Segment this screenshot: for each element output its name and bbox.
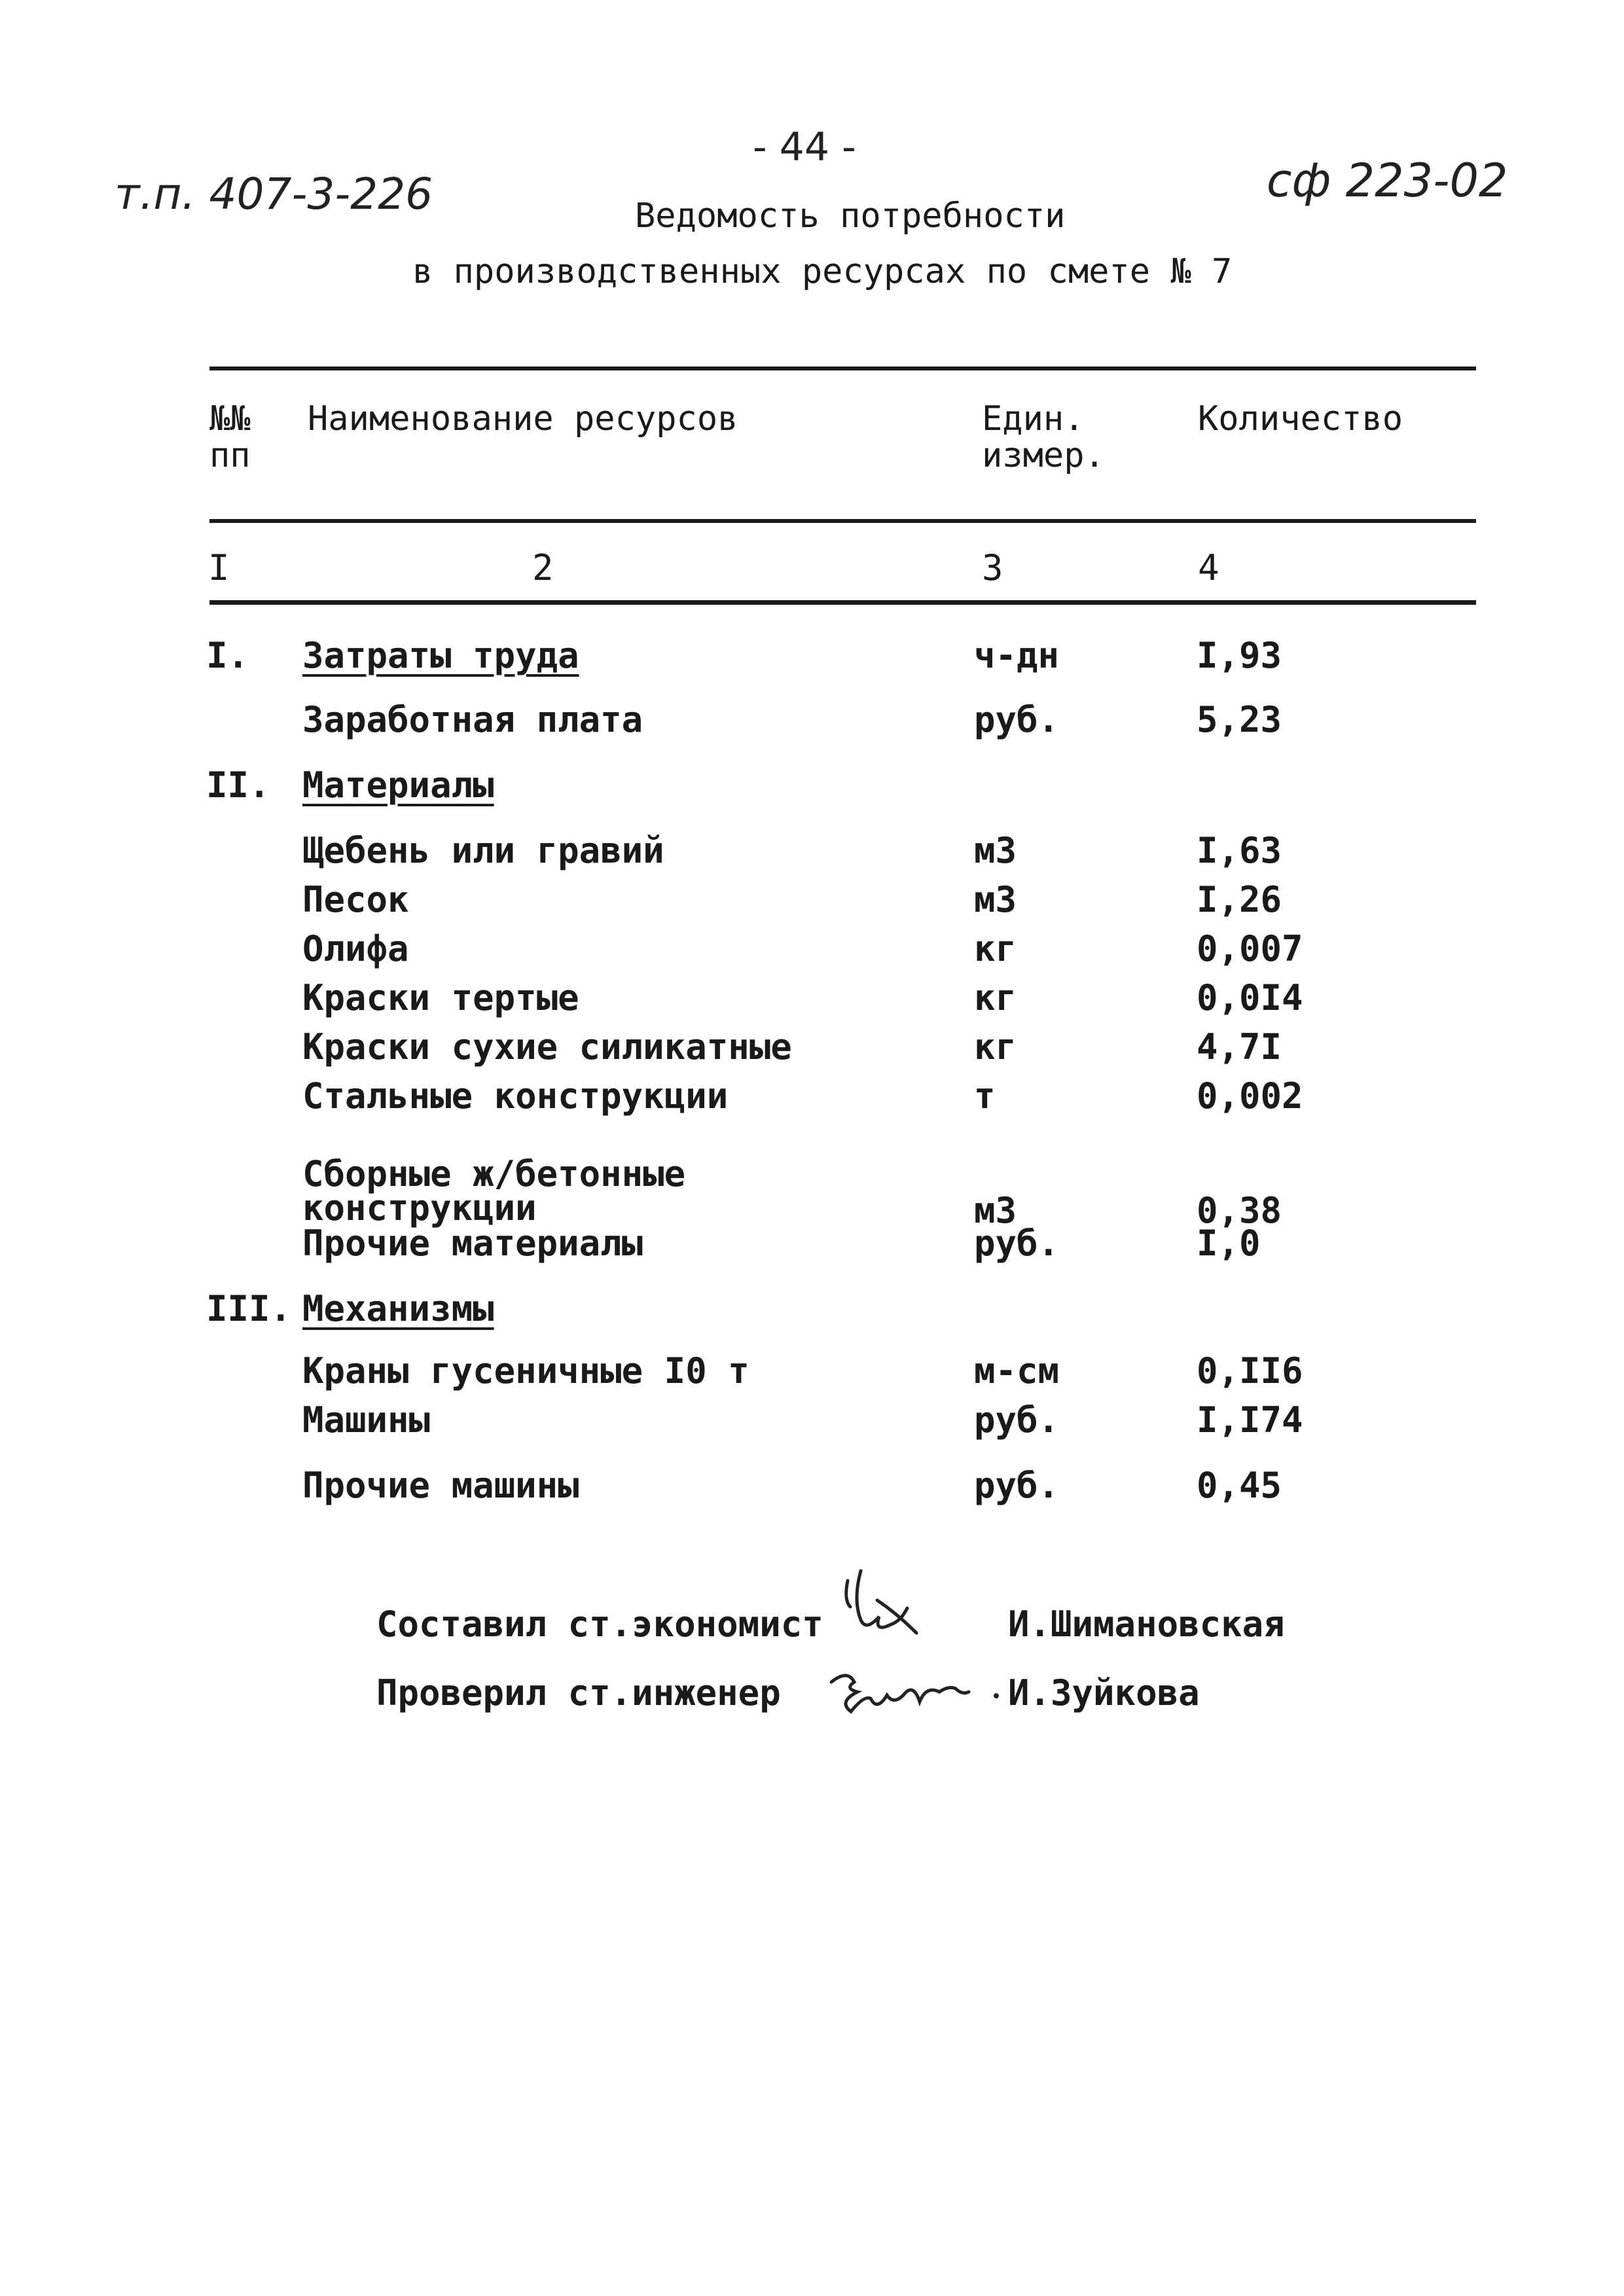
col-numbers-bottom-rule bbox=[209, 600, 1476, 605]
table-top-rule bbox=[209, 367, 1476, 370]
resource-name: Сборные ж/бетонные конструкции bbox=[302, 1153, 686, 1229]
unit-cell: руб. bbox=[974, 1465, 1060, 1506]
header-unit: Един. измер. bbox=[982, 399, 1105, 475]
resource-name: Краски сухие силикатные bbox=[302, 1026, 792, 1067]
qty-cell: 0,007 bbox=[1197, 928, 1303, 969]
project-code: т.п. 407-3-226 bbox=[115, 169, 433, 219]
section-title: Затраты труда bbox=[302, 635, 579, 676]
resource-name: Олифа bbox=[302, 928, 409, 969]
col-number-4: 4 bbox=[1198, 547, 1219, 588]
unit-cell: кг bbox=[974, 928, 1017, 969]
qty-cell: 5,23 bbox=[1197, 699, 1282, 740]
unit-cell: м3 bbox=[974, 830, 1017, 871]
resource-name: Прочие машины bbox=[302, 1465, 579, 1506]
qty-cell: 4,7I bbox=[1197, 1026, 1282, 1067]
qty-cell: 0,45 bbox=[1197, 1465, 1282, 1506]
unit-cell: руб. bbox=[974, 1399, 1060, 1441]
unit-cell: ч-дн bbox=[974, 635, 1060, 676]
unit-cell: руб. bbox=[974, 1223, 1060, 1264]
resource-name: Стальные конструкции bbox=[302, 1075, 729, 1117]
resource-name: Заработная плата bbox=[302, 699, 643, 740]
qty-cell: 0,II6 bbox=[1197, 1350, 1303, 1391]
resource-name: Щебень или гравий bbox=[302, 830, 664, 871]
unit-cell: руб. bbox=[974, 699, 1060, 740]
resource-name: Песок bbox=[302, 879, 409, 920]
sheet-code: сф 223-02 bbox=[1267, 154, 1508, 207]
row-num: I. bbox=[206, 635, 249, 676]
qty-cell: 0,002 bbox=[1197, 1075, 1303, 1117]
unit-cell: кг bbox=[974, 977, 1017, 1018]
header-num: №№ пп bbox=[209, 399, 251, 475]
col-number-2: 2 bbox=[532, 547, 554, 588]
unit-cell: м3 bbox=[974, 879, 1017, 920]
checker-signature bbox=[825, 1659, 1001, 1721]
qty-cell: 0,0I4 bbox=[1197, 977, 1303, 1018]
header-bottom-rule bbox=[209, 519, 1476, 523]
header-qty: Количество bbox=[1198, 399, 1403, 439]
checked-label: Проверил ст.инженер bbox=[376, 1672, 781, 1713]
row-num: III. bbox=[206, 1288, 292, 1329]
section-title: Механизмы bbox=[302, 1288, 494, 1329]
compiled-name: И.Шимановская bbox=[1008, 1604, 1285, 1645]
col-number-1: I bbox=[208, 547, 230, 588]
resource-name: Прочие материалы bbox=[302, 1223, 643, 1264]
compiler-signature bbox=[831, 1568, 936, 1662]
compiled-label: Составил ст.экономист bbox=[376, 1604, 823, 1645]
qty-cell: I,0 bbox=[1197, 1223, 1261, 1264]
col-number-3: 3 bbox=[982, 547, 1003, 588]
qty-cell: I,63 bbox=[1197, 830, 1282, 871]
unit-cell: кг bbox=[974, 1026, 1017, 1067]
checked-name: И.Зуйкова bbox=[1008, 1672, 1200, 1713]
header-name: Наименование ресурсов bbox=[308, 399, 738, 439]
section-title: Материалы bbox=[302, 764, 494, 806]
page-number: - 44 - bbox=[753, 124, 856, 170]
qty-cell: I,93 bbox=[1197, 635, 1282, 676]
resource-name: Краны гусеничные I0 т bbox=[302, 1350, 749, 1391]
unit-cell: м-см bbox=[974, 1350, 1060, 1391]
resource-name: Краски тертые bbox=[302, 977, 579, 1018]
qty-cell: I,26 bbox=[1197, 879, 1282, 920]
row-num: II. bbox=[206, 764, 270, 806]
unit-cell: т bbox=[974, 1075, 996, 1117]
unit-cell: м3 bbox=[974, 1190, 1017, 1231]
qty-cell: 0,38 bbox=[1197, 1190, 1282, 1231]
qty-cell: I,I74 bbox=[1197, 1399, 1303, 1441]
document-subtitle: в производственных ресурсах по смете № 7 bbox=[412, 252, 1233, 291]
document-title: Ведомость потребности bbox=[635, 196, 1066, 236]
resource-name: Машины bbox=[302, 1399, 431, 1441]
